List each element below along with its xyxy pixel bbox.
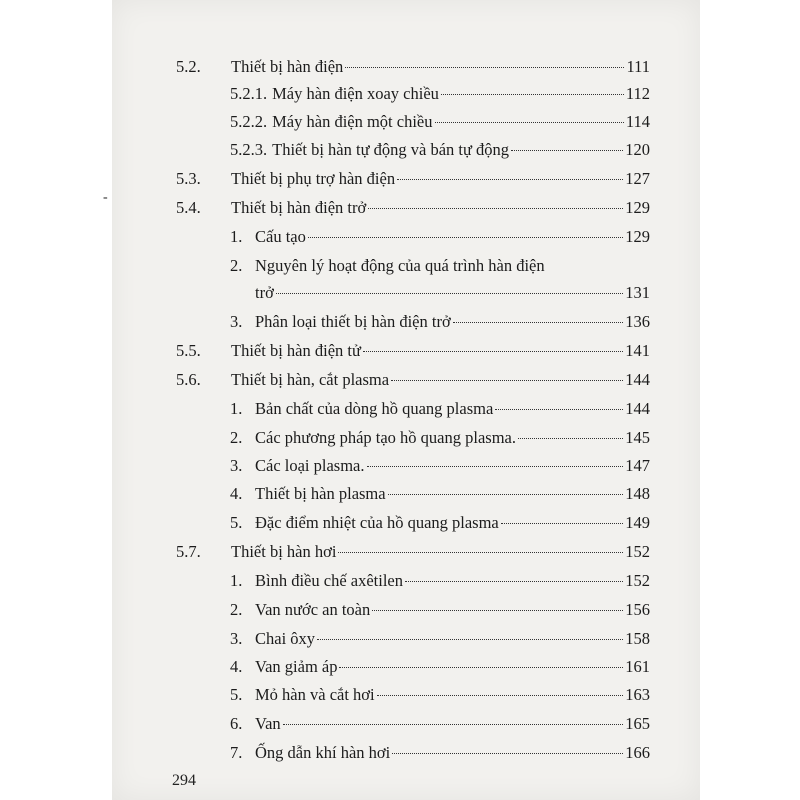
margin-mark: - (103, 190, 108, 205)
dot-leader (345, 67, 624, 68)
entry-title: Bản chất của dòng hồ quang plasma (255, 399, 494, 418)
item-number: 2. (230, 256, 243, 275)
item-number: 2. (230, 428, 243, 447)
entry-title: Các loại plasma. (255, 456, 365, 475)
page-ref: 141 (625, 341, 650, 360)
item-number: 7. (230, 743, 243, 762)
toc-entry (230, 227, 650, 253)
item-number: 4. (230, 484, 243, 503)
entry-title: Thiết bị phụ trợ hàn điện (231, 169, 396, 188)
entry-title: Chai ôxy (255, 629, 316, 648)
page-ref: 136 (625, 312, 650, 331)
entry-title: Đặc điểm nhiệt của hồ quang plasma (255, 513, 499, 532)
toc-entry (230, 571, 650, 597)
dot-leader (441, 94, 624, 95)
item-number: 5. (230, 685, 243, 704)
section-number: 5.7. (176, 542, 201, 561)
page-ref: 120 (625, 140, 650, 159)
section-number: 5.5. (176, 341, 201, 360)
toc-entry (230, 685, 650, 711)
entry-title: Các phương pháp tạo hồ quang plasma. (255, 428, 516, 447)
dot-leader (388, 494, 624, 495)
entry-title: Van (255, 714, 281, 733)
dot-leader (397, 179, 623, 180)
toc-entry (230, 629, 650, 655)
entry-title: Bình điều chế axêtilen (255, 571, 403, 590)
entry-title: Van nước an toàn (255, 600, 371, 619)
toc-entry (230, 312, 650, 338)
toc-entry (230, 513, 650, 539)
dot-leader (435, 122, 624, 123)
entry-title: Ống dẫn khí hàn hơi (255, 743, 391, 762)
toc-entry (230, 657, 650, 683)
page-ref: 156 (625, 600, 650, 619)
toc-entry-line1 (230, 256, 650, 282)
item-number: 3. (230, 629, 243, 648)
section-number: 5.3. (176, 169, 201, 188)
toc-entry (230, 743, 650, 769)
dot-leader (367, 466, 624, 467)
entry-title: Thiết bị hàn điện trở (231, 198, 367, 217)
dot-leader (453, 322, 624, 323)
toc-entry (176, 341, 650, 367)
page-ref: 158 (625, 629, 650, 648)
item-number: 6. (230, 714, 243, 733)
section-number: 5.2. (176, 57, 201, 76)
dot-leader (317, 639, 623, 640)
dot-leader (339, 667, 623, 668)
toc-entry (230, 428, 650, 454)
entry-title: Phân loại thiết bị hàn điện trở (255, 312, 451, 331)
item-number: 5. (230, 513, 243, 532)
dot-leader (495, 409, 623, 410)
entry-title: Thiết bị hàn plasma (255, 484, 386, 503)
entry-title: Thiết bị hàn điện (231, 57, 344, 76)
page-ref: 166 (625, 743, 650, 762)
dot-leader (363, 351, 623, 352)
toc-entry (176, 370, 650, 396)
entry-title: Máy hàn điện một chiều (272, 112, 433, 131)
dot-leader (308, 237, 623, 238)
toc-entry (230, 600, 650, 626)
item-number: 2. (230, 600, 243, 619)
entry-title: Nguyên lý hoạt động của quá trình hàn điện (255, 256, 545, 275)
item-number: 3. (230, 312, 243, 331)
dot-leader (391, 380, 623, 381)
page-ref: 129 (625, 227, 650, 246)
toc-entry (230, 484, 650, 510)
section-number: 5.6. (176, 370, 201, 389)
entry-title: Máy hàn điện xoay chiều (272, 84, 439, 103)
page-ref: 145 (625, 428, 650, 447)
toc-entry (176, 542, 650, 568)
item-number: 4. (230, 657, 243, 676)
page-ref: 114 (625, 112, 650, 131)
toc-entry (176, 169, 650, 195)
page-ref: 112 (625, 84, 650, 103)
page-ref: 148 (625, 484, 650, 503)
page-ref: 163 (625, 685, 650, 704)
dot-leader (368, 208, 623, 209)
page-ref: 152 (625, 542, 650, 561)
item-number: 1. (230, 571, 243, 590)
dot-leader (501, 523, 623, 524)
page-ref: 149 (625, 513, 650, 532)
page-ref: 127 (625, 169, 650, 188)
toc-entry (230, 84, 650, 110)
section-number: 5.2.1. (230, 84, 268, 103)
dot-leader (392, 753, 623, 754)
toc-entry (176, 198, 650, 224)
entry-title: Thiết bị hàn, cắt plasma (231, 370, 390, 389)
toc-entry (176, 57, 650, 83)
entry-title: Thiết bị hàn điện tử (231, 341, 361, 360)
entry-title: Thiết bị hàn hơi (231, 542, 337, 561)
item-number: 1. (230, 227, 243, 246)
page-ref: 144 (625, 399, 650, 418)
dot-leader (405, 581, 623, 582)
page-ref: 147 (625, 456, 650, 475)
dot-leader (276, 293, 623, 294)
page-ref: 161 (625, 657, 650, 676)
entry-title: Thiết bị hàn tự động và bán tự động (272, 140, 510, 159)
toc-entry (230, 399, 650, 425)
toc-entry (230, 714, 650, 740)
dot-leader (372, 610, 623, 611)
entry-title: Cấu tạo (255, 227, 306, 246)
dot-leader (511, 150, 623, 151)
page-number: 294 (172, 772, 196, 789)
toc-entry (230, 112, 650, 138)
toc-entry (230, 456, 650, 482)
item-number: 3. (230, 456, 243, 475)
dot-leader (518, 438, 623, 439)
dot-leader (283, 724, 624, 725)
entry-title-continued: trở (255, 283, 274, 302)
dot-leader (338, 552, 623, 553)
page-ref: 111 (626, 57, 650, 76)
toc-entry (230, 140, 650, 166)
page-ref: 129 (625, 198, 650, 217)
section-number: 5.4. (176, 198, 201, 217)
page-ref: 131 (625, 283, 650, 302)
page-ref: 144 (625, 370, 650, 389)
page-ref: 165 (625, 714, 650, 733)
item-number: 1. (230, 399, 243, 418)
section-number: 5.2.3. (230, 140, 268, 159)
dot-leader (377, 695, 624, 696)
page-ref: 152 (625, 571, 650, 590)
toc-entry-line2 (230, 283, 650, 309)
entry-title: Van giảm áp (255, 657, 338, 676)
section-number: 5.2.2. (230, 112, 268, 131)
entry-title: Mỏ hàn và cắt hơi (255, 685, 375, 704)
